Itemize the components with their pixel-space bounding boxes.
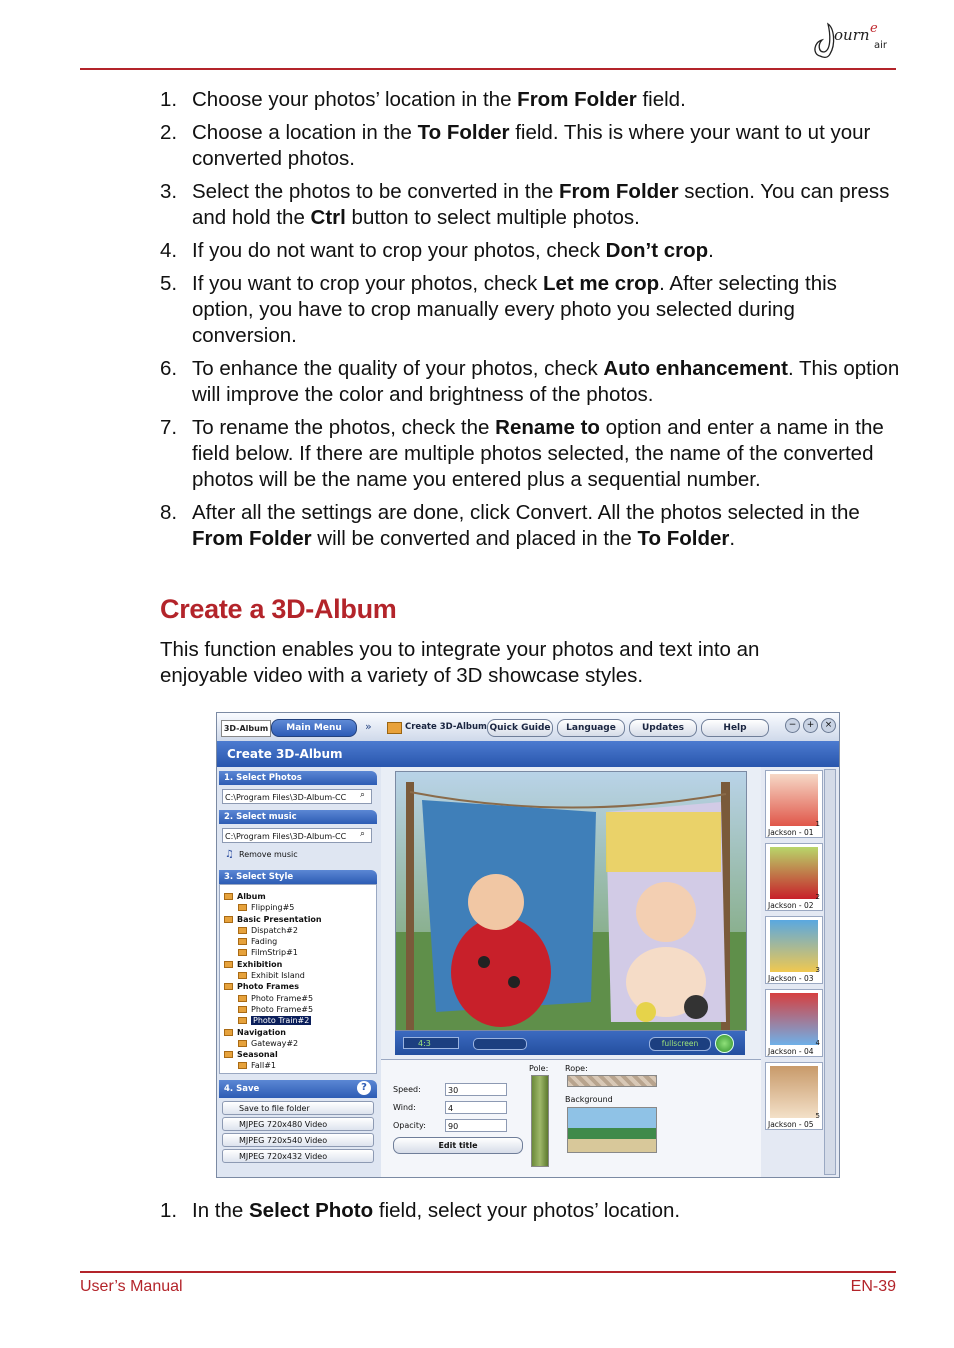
- list-number: 6.: [160, 357, 178, 380]
- select-style-header: 3. Select Style: [219, 870, 377, 884]
- svg-text:e: e: [870, 21, 878, 36]
- pole-preview[interactable]: [531, 1075, 549, 1167]
- window-title: Create 3D-Album: [217, 741, 839, 767]
- background-label: Background: [565, 1095, 613, 1104]
- list-number: 5.: [160, 272, 178, 295]
- folder-icon: [224, 1051, 233, 1058]
- list-item: [160, 120, 900, 172]
- style-item[interactable]: [220, 902, 376, 913]
- style-category[interactable]: [220, 914, 376, 925]
- opacity-input[interactable]: 90: [445, 1119, 507, 1132]
- aspect-select[interactable]: 4:3: [403, 1037, 459, 1049]
- create-album-label: Create 3D-Album: [405, 722, 487, 732]
- list-number: 8.: [160, 501, 178, 524]
- app-screenshot: [216, 712, 840, 1178]
- list-text: In the Select Photo field, select your photos’ location.: [192, 1199, 681, 1222]
- style-category[interactable]: [220, 1049, 376, 1060]
- style-label: Fading: [251, 937, 278, 947]
- folder-icon: [238, 1062, 247, 1069]
- list-item: [160, 1198, 900, 1224]
- style-label: Basic Presentation: [237, 914, 322, 924]
- main-menu-button[interactable]: Main Menu: [271, 719, 357, 737]
- thumbnail-caption: Jackson - 04: [768, 1047, 814, 1056]
- thumbnail-index: 2: [815, 893, 820, 901]
- list-text: After all the settings are done, click Convert. All the photos selected in the From Folder will be converted and placed in the To Folder.: [192, 501, 860, 550]
- style-item[interactable]: [220, 993, 376, 1004]
- select-music-header: 2. Select music: [219, 810, 377, 824]
- list-item: [160, 500, 900, 552]
- thumbnail-caption: Jackson - 02: [768, 901, 814, 910]
- list-item: [160, 271, 900, 349]
- photo-thumbnail[interactable]: [765, 770, 823, 838]
- thumbnail-index: 4: [815, 1039, 820, 1047]
- folder-icon: [238, 995, 247, 1002]
- list-number: 4.: [160, 239, 178, 262]
- list-item: [160, 356, 900, 408]
- footer-rule: [80, 1271, 896, 1273]
- footer-right: EN-39: [850, 1278, 896, 1295]
- style-label: Gateway#2: [251, 1038, 299, 1048]
- svg-text:ourn: ourn: [834, 26, 870, 44]
- save-option[interactable]: MJPEG 720x480 Video: [222, 1117, 374, 1131]
- style-label: FilmStrip#1: [251, 948, 298, 958]
- thumbnail-index: 5: [815, 1112, 820, 1120]
- thumbnail-caption: Jackson - 01: [768, 828, 814, 837]
- folder-icon: [387, 722, 402, 734]
- style-category[interactable]: [220, 891, 376, 902]
- save-option[interactable]: MJPEG 720x432 Video: [222, 1149, 374, 1163]
- list-text: Select the photos to be converted in the From Folder section. You can press and hold the Ctrl button to select multiple photos.: [192, 180, 890, 229]
- steps-list: [160, 87, 900, 559]
- photo-thumbnail[interactable]: [765, 843, 823, 911]
- fullscreen-button[interactable]: fullscreen: [649, 1037, 711, 1051]
- updates-button[interactable]: Updates: [629, 719, 697, 737]
- list-number: 1.: [160, 1199, 178, 1222]
- style-category[interactable]: [220, 1027, 376, 1038]
- thumbnail-image: [770, 774, 818, 826]
- folder-icon: [238, 1017, 247, 1024]
- list-number: 3.: [160, 180, 178, 203]
- folder-icon: [224, 961, 233, 968]
- music-note-icon: ♫: [225, 849, 234, 860]
- list-number: 2.: [160, 121, 178, 144]
- speed-label: Speed:: [393, 1085, 421, 1094]
- minimize-icon[interactable]: −: [785, 718, 800, 733]
- section-title: Create a 3D-Album: [160, 594, 397, 624]
- background-preview[interactable]: [567, 1107, 657, 1153]
- folder-icon: [238, 904, 247, 911]
- photo-thumbnail[interactable]: [765, 1062, 823, 1130]
- thumbnail-caption: Jackson - 05: [768, 1120, 814, 1129]
- speed-input[interactable]: 30: [445, 1083, 507, 1096]
- player-bar: [395, 1031, 745, 1055]
- thumbnail-image: [770, 993, 818, 1045]
- breadcrumb-arrows-icon: »: [365, 720, 372, 733]
- folder-icon: [224, 893, 233, 900]
- thumbnail-index: 3: [815, 966, 820, 974]
- style-tree: [219, 884, 377, 1074]
- thumbnail-image: [770, 847, 818, 899]
- save-option[interactable]: MJPEG 720x540 Video: [222, 1133, 374, 1147]
- style-item[interactable]: [220, 1060, 376, 1071]
- style-label: Photo Frame#5: [251, 1004, 314, 1014]
- music-folder-input[interactable]: C:\Program Files\3D-Album-CC: [222, 828, 372, 843]
- style-item[interactable]: [220, 1004, 376, 1015]
- list-item: [160, 238, 900, 264]
- folder-icon: [224, 983, 233, 990]
- style-item[interactable]: [220, 970, 376, 981]
- rope-label: Rope:: [565, 1064, 588, 1073]
- svg-text:air: air: [874, 40, 888, 51]
- thumbnail-scrollbar[interactable]: [824, 769, 836, 1175]
- list-text: To enhance the quality of your photos, check Auto enhancement. This option will improve the color and brightness of the photos.: [192, 357, 900, 406]
- style-item[interactable]: [220, 925, 376, 936]
- folder-icon: [238, 949, 247, 956]
- style-label: Flipping#5: [251, 903, 295, 913]
- rope-preview[interactable]: [567, 1075, 657, 1087]
- header-rule: [80, 68, 896, 70]
- quick-guide-button[interactable]: Quick Guide: [487, 719, 553, 737]
- list-item: [160, 87, 900, 113]
- thumbnail-image: [770, 1066, 818, 1118]
- style-item[interactable]: [220, 947, 376, 958]
- folder-icon: [224, 916, 233, 923]
- wind-label: Wind:: [393, 1103, 416, 1112]
- style-label: Exhibit Island: [251, 971, 305, 981]
- folder-icon: [238, 927, 247, 934]
- save-option[interactable]: Save to file folder: [222, 1101, 374, 1115]
- style-label: Photo Frames: [237, 982, 299, 992]
- restore-icon[interactable]: +: [803, 718, 818, 733]
- after-steps-list: [160, 1198, 900, 1231]
- style-item[interactable]: [220, 1038, 376, 1049]
- style-category[interactable]: [220, 981, 376, 992]
- style-category[interactable]: [220, 959, 376, 970]
- photo-folder-input[interactable]: C:\Program Files\3D-Album-CC: [222, 789, 372, 804]
- play-button[interactable]: [715, 1034, 734, 1053]
- save-header: 4. Save: [219, 1080, 377, 1098]
- app-logo: 3D-Album: [221, 720, 271, 737]
- thumbnail-index: 1: [815, 820, 820, 828]
- select-photos-header: 1. Select Photos: [219, 771, 377, 785]
- style-item[interactable]: [220, 1015, 376, 1026]
- footer-left: User’s Manual: [80, 1278, 183, 1295]
- photo-browse-icon[interactable]: ⌕: [360, 790, 366, 800]
- help-button[interactable]: Help: [701, 719, 769, 737]
- remove-music-link[interactable]: Remove music: [239, 850, 298, 859]
- folder-icon: [224, 1029, 233, 1036]
- help-icon[interactable]: ?: [357, 1081, 371, 1095]
- list-number: 7.: [160, 416, 178, 439]
- thumbnail-caption: Jackson - 03: [768, 974, 814, 983]
- section-intro: This function enables you to integrate your photos and text into an enjoyable video with a variety of 3D showcase styles.: [160, 638, 760, 687]
- list-text: Choose a location in the To Folder field. This is where your want to ut your converted photos.: [192, 121, 871, 170]
- list-text: To rename the photos, check the Rename to option and enter a name in the field below. If there are multiple photos selected, the name of the converted photos will be the name you entered plus a sequential number.: [192, 416, 884, 491]
- photo-thumbnail[interactable]: [765, 989, 823, 1057]
- app-toolbar: [217, 713, 839, 741]
- style-item[interactable]: [220, 936, 376, 947]
- folder-icon: [238, 1006, 247, 1013]
- style-label: Fall#1: [251, 1061, 277, 1071]
- list-item: [160, 415, 900, 493]
- style-label: Album: [237, 892, 266, 901]
- style-label: Photo Train#2: [253, 1016, 310, 1026]
- edit-title-button[interactable]: Edit title: [393, 1137, 523, 1154]
- language-button[interactable]: Language: [557, 719, 625, 737]
- photo-thumbnail[interactable]: [765, 916, 823, 984]
- folder-icon: [238, 1040, 247, 1047]
- preview-area: [395, 771, 747, 1031]
- style-label: Exhibition: [237, 959, 283, 969]
- list-text: If you want to crop your photos, check Let me crop. After selecting this option, you have to crop manually every photo you selected during conversion.: [192, 272, 837, 347]
- list-text: If you do not want to crop your photos, check Don’t crop.: [192, 239, 714, 262]
- opacity-label: Opacity:: [393, 1121, 426, 1130]
- close-icon[interactable]: ×: [821, 718, 836, 733]
- list-item: [160, 179, 900, 231]
- style-label: Dispatch#2: [251, 925, 298, 935]
- folder-icon: [238, 938, 247, 945]
- folder-icon: [238, 972, 247, 979]
- wind-input[interactable]: 4: [445, 1101, 507, 1114]
- music-browse-icon[interactable]: ⌕: [360, 829, 366, 839]
- style-label: Photo Frame#5: [251, 993, 314, 1003]
- volume-slider[interactable]: [473, 1038, 527, 1050]
- list-text: Choose your photos’ location in the From Folder field.: [192, 88, 686, 111]
- thumbnail-image: [770, 920, 818, 972]
- style-label: Navigation: [237, 1027, 286, 1037]
- brand-logo: [808, 14, 898, 64]
- pole-label: Pole:: [529, 1064, 549, 1073]
- style-label: Seasonal: [237, 1050, 278, 1060]
- list-number: 1.: [160, 88, 178, 111]
